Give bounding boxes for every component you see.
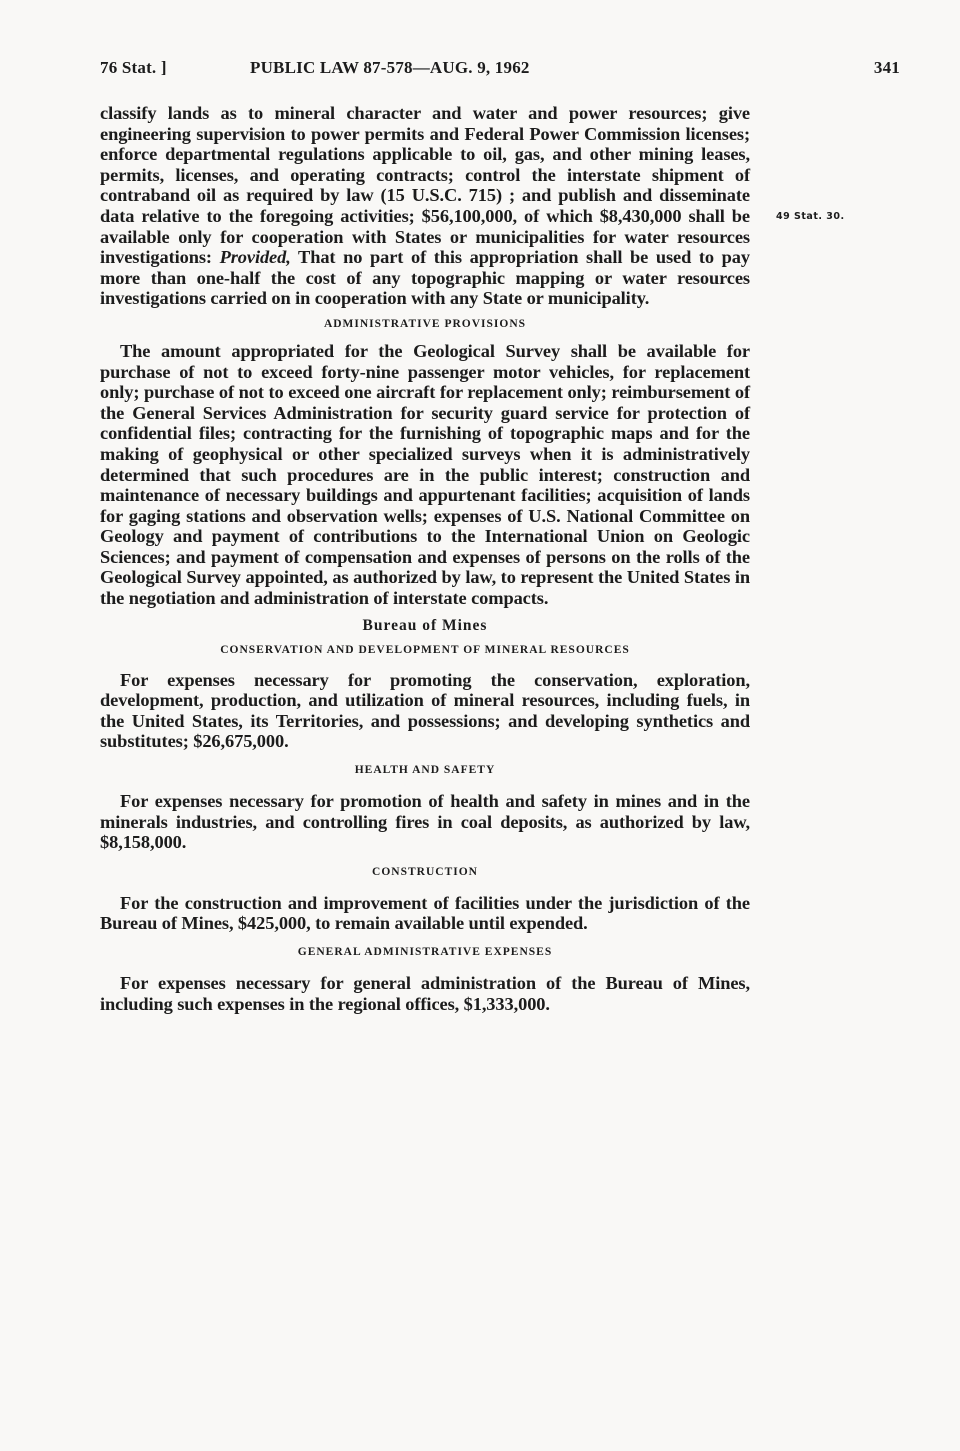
paragraph-administrative-provisions: The amount appropriated for the Geological Survey shall be available for purchase of not to exceed forty-nine passenger motor vehicles, for replacement only; purchase of not to exceed one aircraft for replacement only; reimbursement of the General Services Administration for security guard service for protection of confidential files; contracting for the furnishing of topographic maps and for the making of geophysical or other specialized surveys when it is administratively determined that such procedures are in the public interest; construction and maintenance of necessary buildings and appurtenant facilities; acquisition of lands for gaging stations and observation wells; expenses of U.S. National Committee on Geology and payment of contributions to the International Union on Geologic Sciences; and payment of compensation and expenses of persons on the rolls of the Geological Survey appointed, as authorized by law, to represent the United States in the negotiation and administration of interstate compacts. xyxy=(100,340,750,609)
heading-health-and-safety: HEALTH AND SAFETY xyxy=(354,764,496,777)
heading-conservation-development: CONSERVATION AND DEVELOPMENT OF MINERAL RESOURCES xyxy=(220,643,630,656)
heading-bureau-of-mines: Bureau of Mines xyxy=(362,616,488,634)
paragraph-text: That no part of this appropriation shall be used to pay more than one-half the cost of any topographic mapping or water resources investigations carried on in cooperation with any State or municipality. xyxy=(100,247,750,309)
statute-volume: 76 Stat. ] xyxy=(100,58,167,77)
document-body xyxy=(100,103,750,1014)
paragraph-geological-survey-continued xyxy=(100,103,750,309)
paragraph-conservation: For expenses necessary for promoting the conservation, exploration, development, production, and utilization of mineral resources, including fuels, in the United States, its Territories, and possessions; and developing synthetics and substitutes; $26,675,000. xyxy=(100,669,750,752)
paragraph-general-administrative-expenses: For expenses necessary for general administration of the Bureau of Mines, including such expenses in the regional offices, $1,333,000. xyxy=(100,973,750,1014)
heading-administrative-provisions: ADMINISTRATIVE PROVISIONS xyxy=(323,317,527,330)
margin-citation: 49 Stat. 30. xyxy=(776,211,845,222)
page-header xyxy=(100,54,900,86)
heading-construction: CONSTRUCTION xyxy=(372,865,478,878)
paragraph-construction: For the construction and improvement of facilities under the jurisdiction of the Bureau of Mines, $425,000, to remain available until expended. xyxy=(100,892,750,934)
proviso-emphasis: Provided, xyxy=(219,247,291,268)
page-number: 341 xyxy=(873,58,900,77)
paragraph-health-and-safety: For expenses necessary for promotion of health and safety in mines and in the minerals industries, and controlling fires in coal deposits, as authorized by law, $8,158,000. xyxy=(100,791,750,853)
paragraph-text: classify lands as to mineral character and water and power resources; give engineering supervision to power permits and Federal Power Commission licenses; enforce departmental regulations applicable to oil, gas, and other mining leases, permits, licenses, and operating contracts; control the interstate shipment of contraband oil as required by law (15 U.S.C. 715) ; and publish and disseminate data relative to the foregoing activities; $56,100,000, of which $8,430,000 shall be available only for cooperation with States or municipalities for water resources investigations: xyxy=(100,103,750,268)
heading-general-administrative-expenses: GENERAL ADMINISTRATIVE EXPENSES xyxy=(297,946,553,958)
law-title: PUBLIC LAW 87-578—AUG. 9, 1962 xyxy=(250,58,530,77)
